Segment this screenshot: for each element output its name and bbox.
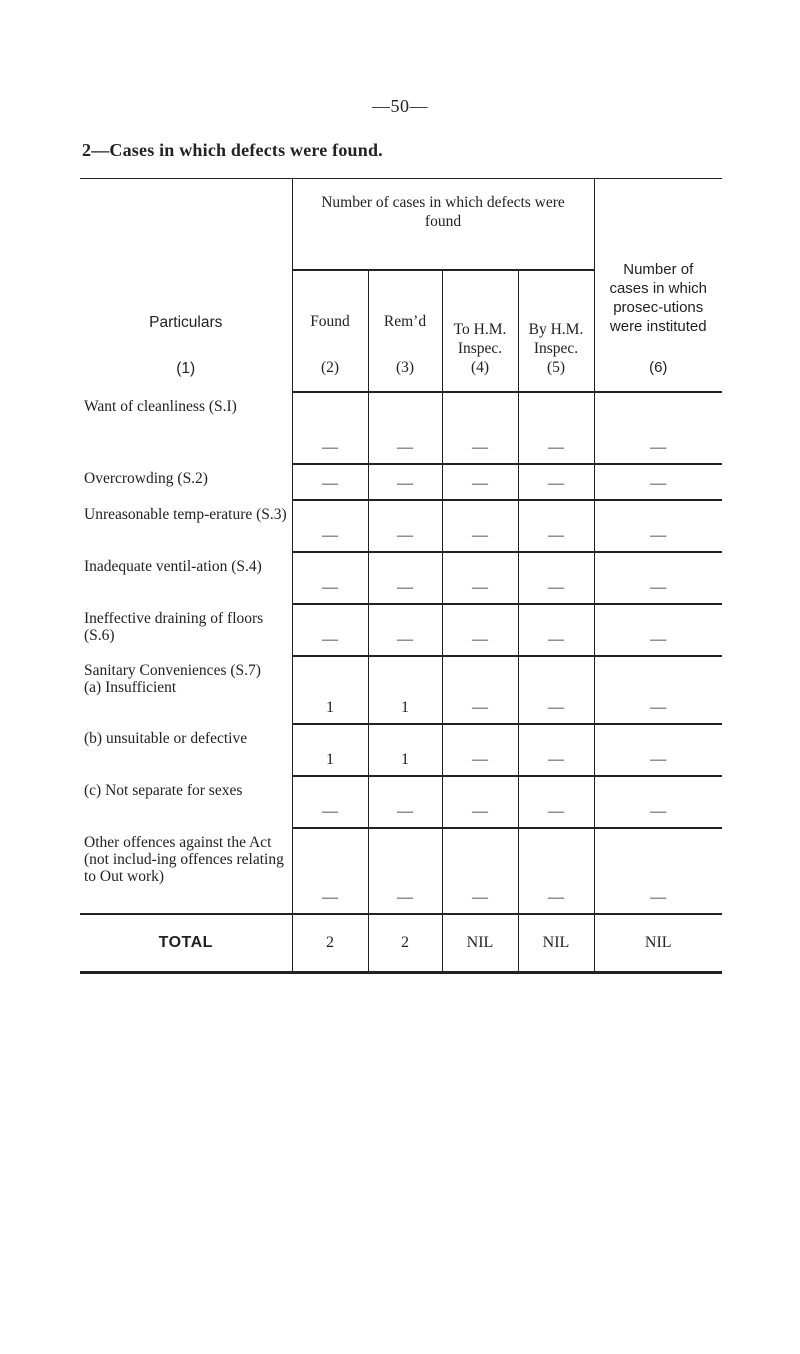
- cell-value: —: [322, 889, 338, 906]
- table-row: [80, 392, 722, 464]
- data-cell: [518, 776, 594, 828]
- table-row: [80, 604, 722, 656]
- total-remedied: 2: [368, 914, 442, 973]
- subheader-label: Rem’d: [383, 313, 427, 330]
- cell-value: 1: [326, 751, 334, 768]
- table-row: [80, 828, 722, 914]
- defects-table: [80, 178, 722, 974]
- particulars-header-label: Particulars: [149, 314, 223, 331]
- data-cell: [292, 392, 368, 464]
- data-cell: [442, 604, 518, 656]
- row-label: [80, 776, 292, 828]
- row-label-text: (b) unsuitable or defective: [84, 730, 248, 747]
- cell-value: 1: [401, 699, 409, 716]
- cell-value: —: [322, 803, 338, 820]
- total-prosecutions: NIL: [594, 914, 722, 973]
- subheader-remedied: [368, 270, 442, 392]
- cell-value: —: [472, 579, 488, 596]
- row-label-text: Inadequate ventil-ation (S.4): [84, 558, 262, 575]
- data-cell: [594, 828, 722, 914]
- data-cell: [292, 464, 368, 500]
- total-found: 2: [292, 914, 368, 973]
- table-row: [80, 552, 722, 604]
- cell-value: —: [650, 439, 667, 456]
- data-cell: [518, 656, 594, 724]
- data-cell: [368, 604, 442, 656]
- subheader-to-hm-inspec: [442, 270, 518, 392]
- cell-value: —: [650, 527, 667, 544]
- cell-value: —: [322, 527, 338, 544]
- total-label: TOTAL: [80, 914, 292, 973]
- cell-value: —: [397, 579, 413, 596]
- cell-value: —: [548, 889, 564, 906]
- data-cell: [518, 724, 594, 776]
- data-cell: [518, 464, 594, 500]
- data-cell: [594, 604, 722, 656]
- subheader-label: To H.M. Inspec.: [453, 321, 507, 357]
- cell-value: —: [472, 803, 488, 820]
- cell-value: —: [548, 527, 564, 544]
- cell-value: —: [397, 803, 413, 820]
- row-label: [80, 500, 292, 552]
- total-to-hm-inspec: NIL: [442, 914, 518, 973]
- data-cell: [292, 724, 368, 776]
- row-label-text: Overcrowding (S.2): [84, 470, 208, 487]
- row-label-text: Ineffective draining of floors (S.6): [84, 610, 264, 644]
- subheader-found: [292, 270, 368, 392]
- data-cell: [442, 500, 518, 552]
- data-cell: [292, 656, 368, 724]
- cell-value: —: [397, 631, 413, 648]
- row-label: [80, 604, 292, 656]
- data-cell: [292, 552, 368, 604]
- cell-value: —: [472, 631, 488, 648]
- cell-value: —: [472, 527, 488, 544]
- data-cell: [594, 776, 722, 828]
- data-cell: [368, 776, 442, 828]
- data-cell: [442, 776, 518, 828]
- data-cell: [292, 500, 368, 552]
- cell-value: —: [548, 475, 564, 492]
- data-cell: [594, 500, 722, 552]
- table-row: [80, 724, 722, 776]
- data-cell: [518, 828, 594, 914]
- table-row: [80, 776, 722, 828]
- data-cell: [594, 392, 722, 464]
- data-cell: [594, 724, 722, 776]
- cell-value: —: [397, 889, 413, 906]
- table-row: [80, 500, 722, 552]
- data-cell: [442, 392, 518, 464]
- data-cell: [594, 552, 722, 604]
- table-row: [80, 464, 722, 500]
- cell-value: 1: [326, 699, 334, 716]
- subheader-label: By H.M. Inspec.: [528, 321, 584, 357]
- prosecutions-header: [594, 179, 722, 393]
- cell-value: —: [650, 803, 667, 820]
- cell-value: —: [650, 631, 667, 648]
- cell-value: —: [397, 527, 413, 544]
- cell-value: —: [397, 475, 413, 492]
- row-label: [80, 464, 292, 500]
- data-cell: [368, 724, 442, 776]
- cell-value: —: [548, 803, 564, 820]
- data-cell: [518, 500, 594, 552]
- prosecutions-header-label: Number of cases in which prosec-utions were instituted: [609, 261, 708, 335]
- subheader-col-number: (2): [320, 359, 340, 376]
- data-cell: [368, 392, 442, 464]
- row-label-text: Sanitary Conveniences (S.7): [84, 662, 261, 679]
- data-cell: [518, 552, 594, 604]
- cell-value: —: [397, 439, 413, 456]
- particulars-header: [80, 179, 292, 393]
- data-cell: [518, 392, 594, 464]
- cell-value: —: [548, 579, 564, 596]
- data-cell: [442, 656, 518, 724]
- data-cell: [368, 552, 442, 604]
- row-label: [80, 552, 292, 604]
- prosecutions-col-number: (6): [649, 359, 668, 376]
- row-sublabel-text: (a) Insufficient: [84, 679, 177, 696]
- data-cell: [442, 464, 518, 500]
- row-label: [80, 724, 292, 776]
- table-row: [80, 656, 722, 724]
- data-cell: [368, 828, 442, 914]
- data-cell: [368, 464, 442, 500]
- cell-value: —: [472, 699, 488, 716]
- cell-value: —: [650, 889, 667, 906]
- cell-value: —: [650, 579, 667, 596]
- cell-value: 1: [401, 751, 409, 768]
- cell-value: —: [322, 439, 338, 456]
- subheader-col-number: (4): [470, 359, 490, 376]
- data-cell: [594, 464, 722, 500]
- data-cell: [368, 500, 442, 552]
- data-cell: [442, 828, 518, 914]
- data-cell: [292, 604, 368, 656]
- cell-value: —: [472, 889, 488, 906]
- data-cell: [594, 656, 722, 724]
- subheader-col-number: (3): [395, 359, 415, 376]
- cell-value: —: [322, 631, 338, 648]
- cell-value: —: [548, 631, 564, 648]
- data-cell: [442, 552, 518, 604]
- data-cell: [292, 828, 368, 914]
- row-label-text: (c) Not separate for sexes: [84, 782, 243, 799]
- row-label-text: Other offences against the Act (not includ-ing offences relating to Out work): [84, 834, 284, 885]
- cell-value: —: [472, 475, 488, 492]
- data-cell: [292, 776, 368, 828]
- data-cell: [368, 656, 442, 724]
- cell-value: —: [472, 751, 488, 768]
- page-number: —50—: [372, 96, 428, 116]
- cell-value: —: [548, 751, 564, 768]
- section-title: 2—Cases in which defects were found.: [82, 140, 383, 160]
- cell-value: —: [472, 439, 488, 456]
- data-cell: [442, 724, 518, 776]
- row-label: [80, 656, 292, 724]
- subheader-by-hm-inspec: [518, 270, 594, 392]
- row-label-text: Unreasonable temp-erature (S.3): [84, 506, 287, 523]
- particulars-col-number: (1): [176, 360, 196, 377]
- total-by-hm-inspec: NIL: [518, 914, 594, 973]
- group-header: [292, 179, 594, 271]
- subheader-label: Found: [310, 313, 350, 330]
- cell-value: —: [322, 579, 338, 596]
- cell-value: —: [548, 699, 564, 716]
- cell-value: —: [322, 475, 338, 492]
- row-label: [80, 828, 292, 914]
- subheader-col-number: (5): [546, 359, 566, 376]
- row-label-text: Want of cleanliness (S.I): [84, 398, 237, 415]
- row-label: [80, 392, 292, 464]
- cell-value: —: [650, 699, 667, 716]
- cell-value: —: [650, 751, 667, 768]
- total-row: [80, 914, 722, 973]
- cell-value: —: [650, 475, 667, 492]
- data-cell: [518, 604, 594, 656]
- cell-value: —: [548, 439, 564, 456]
- group-header-label: Number of cases in which defects were found: [321, 194, 565, 230]
